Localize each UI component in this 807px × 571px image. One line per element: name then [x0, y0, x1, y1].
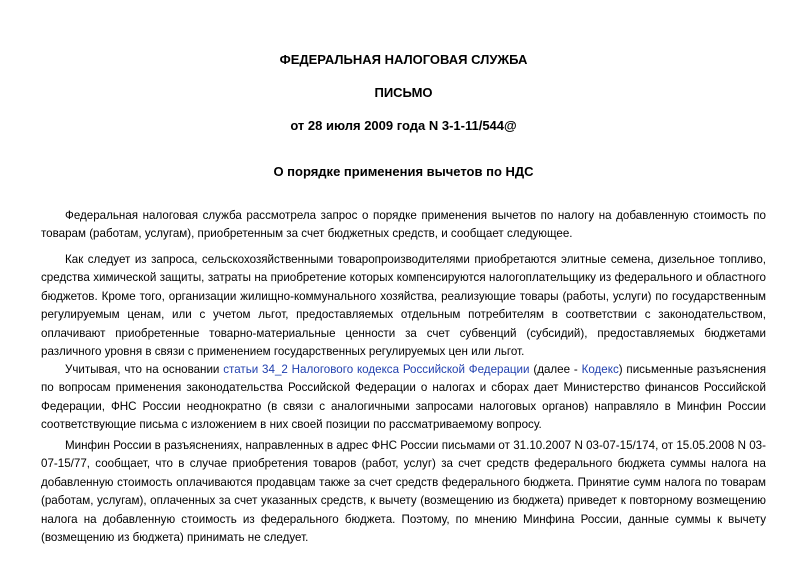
- paragraph-legal-basis-text-middle: (далее -: [529, 363, 582, 376]
- agency-heading: ФЕДЕРАЛЬНАЯ НАЛОГОВАЯ СЛУЖБА: [279, 52, 528, 67]
- paragraph-legal-basis-text-start: Учитывая, что на основании: [65, 363, 224, 376]
- paragraph-request-details: Как следует из запроса, сельскохозяйственными товаропроизводителями приобретаются элитные семена, дизельное топливо, средства химической защиты, затраты на приобретение которых компенсируются налогоплательщику из федерального и областного бюджетов. Кроме того, организации жилищно-коммунального хозяйства, реализующие товары (работы, услуги) по государственным регулируемым ценам, или с учетом льгот, предоставляемых отдельным потребителям в соответствии с законодательством, оплачивают приобретенные товарно-материальные ценности за счет субвенций (субсидий), предоставляемых бюджетами различного уровня в связи с применением государственных регулируемых цен или льгот.: [41, 253, 766, 359]
- paragraph-intro: Федеральная налоговая служба рассмотрела запрос о порядке применения вычетов по налогу на добавленную стоимость по товарам (работам, услугам), приобретенным за счет бюджетных средств, и сообщает следующее.: [41, 209, 766, 241]
- tax-code-short-link[interactable]: Кодекс: [581, 363, 619, 376]
- document-date-number: от 28 июля 2009 года N 3-1-11/544@: [290, 118, 517, 133]
- tax-code-article-link[interactable]: статьи 34_2 Налогового кодекса Российской Федерации: [223, 363, 530, 376]
- document-type-heading: ПИСЬМО: [374, 85, 433, 100]
- paragraph-legal-basis: [41, 361, 766, 435]
- paragraph-minfin-explanation: Минфин России в разъяснениях, направленных в адрес ФНС России письмами от 31.10.2007 N 03-07-15/174, от 15.05.2008 N 03-07-15/77, сообщает, что в случае приобретения товаров (работ, услуг) за счет средств федерального бюджета суммы налога на добавленную стоимость оплачиваются продавцам также за счет средств федерального бюджета. Принятие сумм налога по товарам (работам, услугам), оплаченных за счет указанных средств, к вычету (возмещению из бюджета) приведет к повторному возмещению налога на добавленную стоимость из федерального бюджета. Поэтому, по мнению Минфина России, данные суммы к вычету (возмещению из бюджета) принимать не следует.: [41, 439, 766, 545]
- paragraph-legal-basis-text-end: ) письменные разъяснения по вопросам применения законодательства Российской Федерации о налогах и сборах дает Министерство финансов Российской Федерации, ФНС России неоднократно (в связи с аналогичными запросами налоговых органов) направляло в Минфин России соответствующие письма с изложением в них своей позиции по рассматриваемому вопросу.: [41, 363, 766, 432]
- document-subject: О порядке применения вычетов по НДС: [273, 164, 534, 179]
